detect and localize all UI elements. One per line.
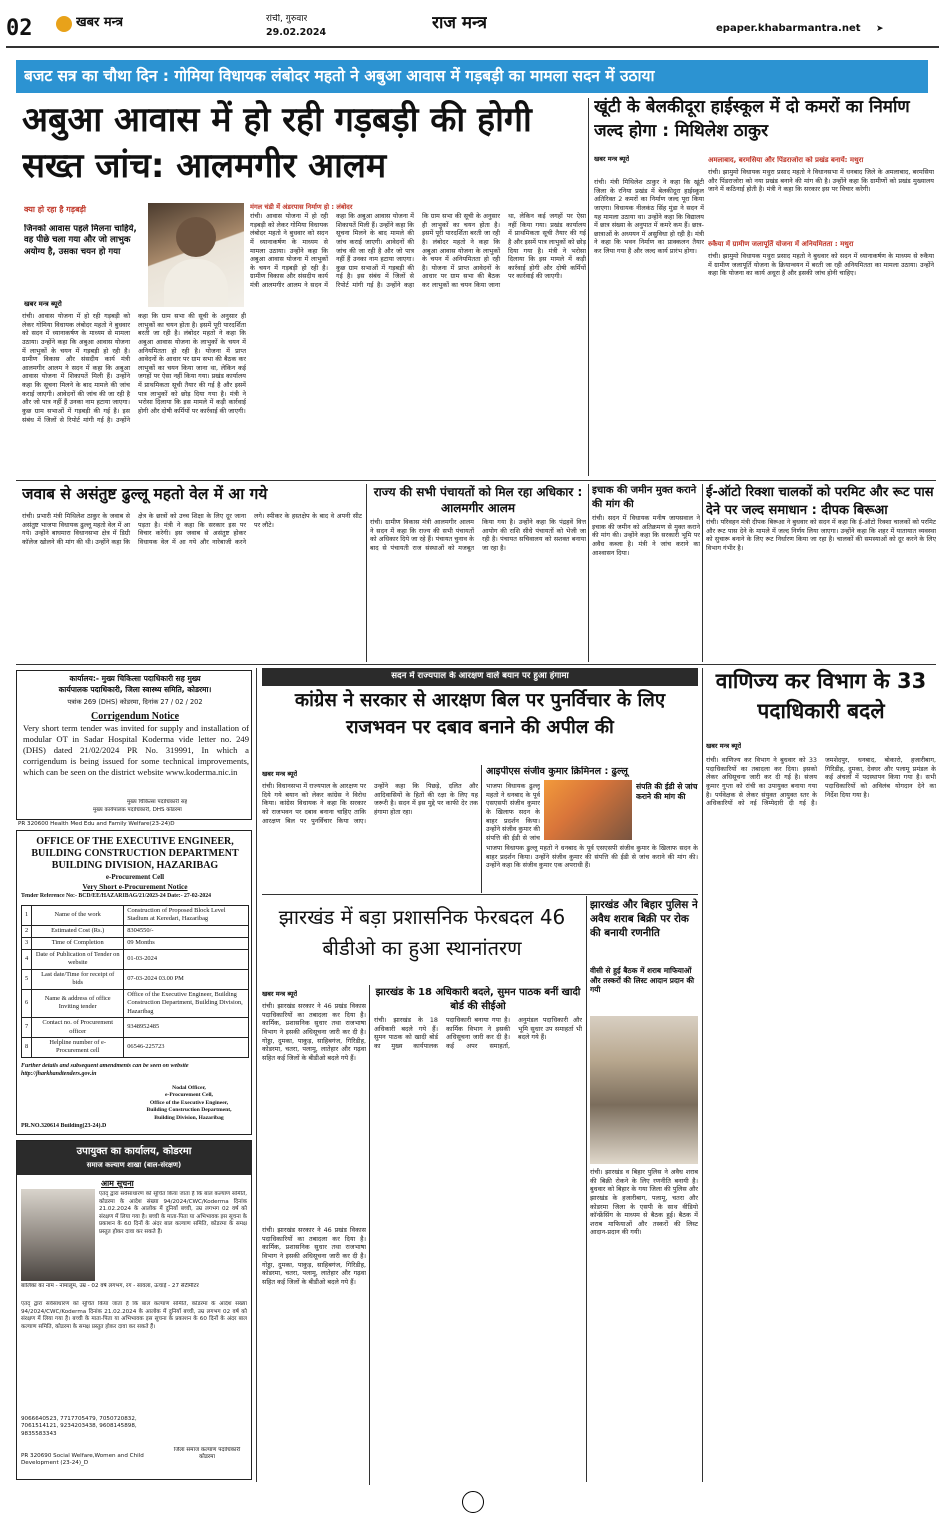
tender-cell: 1 (22, 906, 32, 926)
lead-byline: खबर मन्त्र ब्यूरो (24, 300, 62, 308)
notice3-title: उपायुक्त का कार्यालय, कोडरमा (76, 1146, 192, 1157)
ips-photo-caption: संपति की ईडी से जांच कराने की मांग की (636, 782, 698, 801)
tender-cell: 06546-225723 (124, 1037, 249, 1057)
tender-row (22, 949, 249, 969)
notice1-line1: कार्यालय:- मुख्य चिकित्सा पदाधिकारी सह मुख्य (69, 674, 201, 683)
tender-cell: Last date/Time for receipt of bids (32, 969, 124, 989)
notice1-body: Very short term tender was invited for supply and installation of modular OT in Sadar Hospital Koderma vide letter no. 249 (DHS) dated 21/02/2024 PR No. 319991, In which a corrigendum is being issued for some technical improvements, which can be seen on the district website www.koderma.nic.in (23, 723, 249, 777)
photo-person-icon (176, 217, 216, 257)
notice2-sub2: Very Short e-Procurement Notice (82, 882, 188, 891)
notice3-photo (21, 1189, 95, 1281)
tender-cell: 09 Months (124, 937, 249, 949)
notice2-ref: Tender Reference No:- BCD/EE/HAZARIBAG/21/2023-24 Date:- 27-02-2024 (21, 893, 212, 899)
notice2-sub1: e-Procurement Cell (105, 873, 165, 881)
tender-row (22, 937, 249, 949)
notice2-sign (127, 1085, 251, 1122)
bakuti-sub2-kicker: रुकैया में ग्रामीण जलापूर्ति योजना में अनियमितता : मथुरा (708, 240, 854, 248)
ips-photo (544, 780, 632, 840)
tender-cell: 8 (22, 1037, 32, 1057)
tender-cell: Time of Completion (32, 937, 124, 949)
notice-tender (16, 830, 252, 1135)
tender-cell: 3 (22, 937, 32, 949)
tender-cell: Contact no. of Procurement officer (32, 1018, 124, 1038)
bakuti-headline: खूंटी के बेलकीदूरा हाईस्कूल में दो कमरों का निर्माण जल्द होगा : मिथिलेश ठाकुर (594, 97, 910, 141)
vanijya-body: रांची। वाणिज्य कर विभाग ने बुधवार को 33 पदाधिकारियों का तबादला कर दिया। इसको लेकर अधिसूचना जारी कर दी गई है। संजय कुमार गुप्ता को रांची का उपायुक्त बनाया गया है। पर्यवेक्षक से लेकर संयुक्त आयुक्त स्तर के अधिकारियों को नई जिम्मेदारी दी गई है। जमशेदपुर, धनबाद, बोकारो, हजारीबाग, गिरिडीह, दुमका, देवघर और पलामू प्रमंडल के कई अंचलों में पदस्थापन किया गया है। सभी पदाधिकारियों को अविलंब योगदान देने का निर्देश दिया गया है। (706, 756, 936, 808)
notice3-body: एतद् द्वारा सर्वसाधारण को सूचित किया जाता है कि बाल कल्याण समिति, कोडरमा के आदेश संख्या 94/2024/CWC/Koderma दिनांक 21.02.2024 के आलोक में दुनियाँ बच्ची, उम्र लगभग 02 वर्ष को संरक्षण में लिया गया है। बच्ची के माता-पिता या अभिभावक इस सूचना के प्रकाशन के 60 दिनों के अंदर बाल कल्याण समिति, कोडरमा के समक्ष प्रस्तुत होकर दावा कर सकते हैं। (99, 1191, 247, 1235)
notice3-contacts: 9066640523, 7717705479, 7050720832, 7061514121, 9234203438, 9608145898, 9835583343 (21, 1416, 137, 1437)
bakuti-sub1-body: रांची। झामुमो विधायक मथुरा प्रसाद महतो ने विधानसभा में धनबाद जिले के अमलाबाद, बरमसिया और पिंडराजोरा को नया प्रखंड बनाने की मांग की है। उन्होंने कहा कि ग्रामीणों को प्रखंड मुख्यालय जाने में कठिनाई होती है। मंत्री ने कहा कि सरकार इस पर विचार करेगी। (708, 168, 934, 194)
footer-registration (0, 1484, 945, 1517)
notice-corrigendum (16, 670, 252, 820)
tender-cell: 9348952485 (124, 1018, 249, 1038)
right-col-vrule (702, 668, 703, 1482)
photo-person-body (164, 259, 228, 307)
row2-vrule-3 (702, 484, 703, 662)
tender-row (22, 906, 249, 926)
notice-adoption (16, 1140, 252, 1480)
paper-name: खबर मन्त्र (76, 15, 124, 30)
liquor-vrule (586, 896, 587, 1482)
tender-row (22, 989, 249, 1017)
page-header (0, 0, 945, 62)
notice1-sign1: मुख्य चिकित्सा पदाधिकारी सह (127, 799, 188, 805)
row2-hrule (16, 664, 936, 665)
tender-cell: Name & address of office Inviting tender (32, 989, 124, 1017)
ips-body-left: भाजपा विधायक ढुल्लू महतो ने धनबाद के पूर्व एसएसपी संजीव कुमार के खिलाफ सदन के बाहर प्रदर्शन किया। उन्होंने संजीव कुमार की संपत्ति की ईडी से जांच (486, 782, 540, 842)
daak-body: रांची। सदन में विधायक मनीष जायसवाल ने इचाक की जमीन को अतिक्रमण से मुक्त कराने की मांग की। उन्होंने कहा कि सरकारी भूमि पर अवैध कब्जा है। मंत्री ने जांच कराने का आश्वासन दिया। (592, 514, 700, 557)
tender-cell: 5 (22, 969, 32, 989)
notice2-sign5: Building Division, Hazaribag (154, 1114, 224, 1121)
tender-row (22, 1018, 249, 1038)
dullu-headline: जवाब से असंतुष्ट ढुल्लू महतो वेल में आ गये (22, 485, 268, 503)
bakuti-byline: खबर मन्त्र ब्यूरो (594, 155, 630, 163)
bdo-vrule (369, 985, 370, 1485)
notice2-title1: OFFICE OF THE EXECUTIVE ENGINEER, (36, 836, 234, 847)
tender-cell: 8304550/- (124, 925, 249, 937)
bdo-body: रांची। झारखंड सरकार ने 46 प्रखंड विकास पदाधिकारियों का तबादला कर दिया है। कार्मिक, प्रशासनिक सुधार तथा राजभाषा विभाग ने इसकी अधिसूचना जारी कर दी है। गोड्डा, दुमका, पाकुड़, साहिबगंज, गिरिडीह, कोडरमा, चतरा, पलामू, लातेहार और गढ़वा सहित कई जिलों के बीडीओ बदले गये हैं। (262, 1002, 366, 1062)
tender-row (22, 1037, 249, 1057)
jh18-headline: झारखंड के 18 अधिकारी बदले, सुमन पाठक बनीं खादी बोर्ड की सीईओ (375, 987, 581, 1012)
row2-vrule-2 (588, 484, 589, 662)
liquor-body: रांची। झारखंड व बिहार पुलिस ने अवैध शराब की बिक्री रोकने के लिए रणनीति बनायी है। बुधवार को बिहार के गया जिला की पुलिस और झारखंड के हजारीबाग, पलामू, चतरा और कोडरमा जिला के एसपी के साथ वीडियो कॉन्फ्रेंसिंग के माध्यम से बैठक हुई। बैठक में शराब माफियाओं और तस्करों की लिस्ट आदान-प्रदान की गयी। (590, 1168, 698, 1237)
tender-cell: Name of the work (32, 906, 124, 926)
tender-row (22, 969, 249, 989)
notice1-pr: PR 320600 Health Med Edu and Family Welfare(23-24)D (18, 821, 175, 827)
congress-headline: कांग्रेस ने सरकार से आरक्षण बिल पर पुनर्विचार के लिए राजभवन पर दबाव बनाने की अपील की (294, 690, 666, 738)
notice2-sign1: Nodal Officer, (172, 1085, 206, 1091)
notice2-pr: PR.NO.320614 Building(23-24).D (21, 1123, 107, 1129)
notice2-table (21, 905, 249, 1058)
section-name: राज मन्त्र (432, 13, 487, 33)
lead-pullquote: जिनको आवास पहले मिलना चाहिये, वह पीछे चला गया और जो लाभुक अयोग्य है, उसका चयन हो गया (24, 224, 137, 257)
tender-cell: 7 (22, 1018, 32, 1038)
tender-cell: Construction of Proposed Block Level Stadium at Keredari, Hazaribag (124, 906, 249, 926)
bakuti-sub1-kicker: अमलाबाद, बरमसिया और पिंडराजोरा को प्रखंड बनायें: मथुरा (708, 156, 864, 164)
notice3-sub: समाज कल्याण शाखा (बाल-संरक्षण) (86, 1161, 182, 1169)
tender-cell: 2 (22, 925, 32, 937)
congress-vrule (481, 765, 482, 893)
notice2-sign4: Building Construction Department, (146, 1107, 232, 1114)
page-number: 02 (6, 16, 33, 41)
notice1-ref: पत्रांक 269 (DHS) कोडरमा, दिनांक 27 / 02 / 202 (67, 698, 203, 706)
vanijya-byline: खबर मन्त्र ब्यूरो (706, 742, 742, 750)
left-col-vrule (256, 668, 257, 1482)
congress-body: रांची। विधानसभा में राज्यपाल के आरक्षण पर दिये गये बयान को लेकर कांग्रेस ने विरोध किया। कांग्रेस विधायक ने कहा कि सरकार को राजभवन पर दबाव बनाना चाहिए ताकि आरक्षण बिल पर पुनर्विचार किया जाए। उन्होंने कहा कि पिछड़े, दलित और आदिवासियों के हितों की रक्षा के लिए यह जरूरी है। सदन में इस मुद्दे पर काफी देर तक हंगामा होता रहा। (262, 782, 478, 825)
tender-cell: Date of Publication of Tender on website (32, 949, 124, 969)
notice1-sign2: मुख्य कार्यपालक पदाधिकारी, DHS कोडरमा (93, 807, 182, 813)
notice3-footer: बालिका का नाम - नामालूम, उम्र - 02 वर्ष लगभग, रंग - सांवला, ऊंचाई - 27 सेंटीमीटर (21, 1283, 199, 1289)
tender-cell: Estimated Cost (Rs.) (32, 925, 124, 937)
lead-kicker: क्या हो रहा है गड़बड़ी (24, 205, 86, 214)
tender-cell: 6 (22, 989, 32, 1017)
banner-text: बजट सत्र का चौथा दिन : गोमिया विधायक लंबोदर महतो ने अबुआ आवास में गड़बड़ी का मामला सदन में उठाया (24, 67, 655, 85)
notice3-kicker: आम सूचना (101, 1179, 134, 1188)
ips-headline: आइपीएस संजीव कुमार क्रिमिनल : ढुल्लू (486, 766, 628, 777)
banner-strip (16, 60, 928, 93)
ips-body: भाजपा विधायक ढुल्लू महतो ने धनबाद के पूर्व एसएसपी संजीव कुमार के खिलाफ सदन के बाहर प्रदर्शन किया। उन्होंने संजीव कुमार की संपत्ति की ईडी से जांच कराने की मांग की। उन्होंने कहा कि संजीव कुमार एक अपराधी हैं। (486, 844, 698, 870)
kicker-bar-text: सदन में राज्यपाल के आरक्षण वाले बयान पर हुआ हंगामा (391, 671, 569, 681)
lead-body-left: रांची। आवास योजना में हो रही गड़बड़ी को लेकर गोमिया विधायक लंबोदर महतो ने बुधवार को सदन में ध्यानाकर्षण के माध्यम से मामला उठाया। उन्होंने कहा कि अबुआ आवास योजना में लाभुकों के चयन में गड़बड़ी हो रही है। ग्रामीण विकास और संसदीय कार्य मंत्री आलमगीर आलम ने सदन में कहा कि अबुआ आवास योजना में शिकायतें मिली हैं। उन्होंने कहा कि सूचना मिलने के बाद मामले की जांच कराई जाएगी। आवेदनों की जांच की जा रही है और जो पात्र नहीं हैं उनका नाम हटाया जाएगा। कुछ ग्राम सभाओं में गड़बड़ी की गई है। इस संबंध में जिलों से रिपोर्ट मांगी गई है। उन्होंने कहा कि ग्राम सभा की सूची के अनुसार ही लाभुकों का चयन होता है। इसमें पूरी पारदर्शिता बरती जा रही है। लंबोदर महतो ने कहा कि अबुआ आवास योजना के लाभुकों के चयन में अनियमितता हो रही है। योजना में प्राप्त आवेदनों के आधार पर ग्राम सभा की बैठक कर लाभुकों का चयन किया जाना था, लेकिन कई जगहों पर ऐसा नहीं किया गया। प्रखंड कार्यालय में प्राथमिकता सूची तैयार की गई है और इसमें पात्र लाभुकों को छोड़ दिया गया है। मंत्री ने भरोसा दिलाया कि इस मामले में कड़ी कार्रवाई होगी और दोषी कर्मियों पर कार्रवाई की जाएगी। (22, 312, 246, 424)
congress-byline: खबर मन्त्र ब्यूरो (262, 770, 298, 778)
panchayat-headline: राज्य की सभी पंचायतों को मिल रहा अधिकार : आलमगीर आलम (373, 485, 583, 516)
tender-row (22, 925, 249, 937)
website-url[interactable]: epaper.khabarmantra.net (716, 23, 861, 34)
notice2-title3: BUILDING DIVISION, HAZARIBAG (51, 860, 219, 871)
tender-cell: 01-03-2024 (124, 949, 249, 969)
notice3-pr: PR 320690 Social Welfare,Women and Child Development (23-24)_D (21, 1453, 144, 1467)
notice2-sign2: e-Procurement Cell, (165, 1092, 213, 1099)
notice3-sign: जिला समाज कल्याण पदाधिकारी कोडरमा (173, 1447, 241, 1461)
liquor-headline: झारखंड और बिहार पुलिस ने अवैध शराब बिक्री पर रोक की बनायी रणनीति (590, 899, 698, 940)
lead-body-right: रांची। आवास योजना में हो रही गड़बड़ी को लेकर गोमिया विधायक लंबोदर महतो ने बुधवार को सदन में ध्यानाकर्षण के माध्यम से मामला उठाया। उन्होंने कहा कि अबुआ आवास योजना में लाभुकों के चयन में गड़बड़ी हो रही है। ग्रामीण विकास और संसदीय कार्य मंत्री आलमगीर आलम ने सदन में कहा कि अबुआ आवास योजना में शिकायतें मिली हैं। उन्होंने कहा कि सूचना मिलने के बाद मामले की जांच कराई जाएगी। आवेदनों की जांच की जा रही है और जो पात्र नहीं हैं उनका नाम हटाया जाएगा। कुछ ग्राम सभाओं में गड़बड़ी की गई है। इस संबंध में जिलों से रिपोर्ट मांगी गई है। उन्होंने कहा कि ग्राम सभा की सूची के अनुसार ही लाभुकों का चयन होता है। इसमें पूरी पारदर्शिता बरती जा रही है। लंबोदर महतो ने कहा कि अबुआ आवास योजना के लाभुकों के चयन में अनियमितता हो रही है। योजना में प्राप्त आवेदनों के आधार पर ग्राम सभा की बैठक कर लाभुकों का चयन किया जाना था, लेकिन कई जगहों पर ऐसा नहीं किया गया। प्रखंड कार्यालय में प्राथमिकता सूची तैयार की गई है और इसमें पात्र लाभुकों को छोड़ दिया गया है। मंत्री ने भरोसा दिलाया कि इस मामले में कड़ी कार्रवाई होगी और दोषी कर्मियों पर कार्रवाई की जाएगी। (250, 212, 586, 290)
center-hrule-1 (262, 894, 698, 895)
bdo-headline: झारखंड में बड़ा प्रशासनिक फेरबदल 46 बीडीओ का हुआ स्थानांतरण (278, 905, 566, 960)
lead-headline: अबुआ आवास में हो रही गड़बड़ी की होगी सख्त जांच: आलमगीर आलम (22, 100, 532, 186)
dateline-city: रांची, गुरुवार (266, 14, 308, 24)
liquor-photo (590, 1016, 698, 1164)
tender-cell: Office of the Executive Engineer, Building Construction Department, Building Division, Hazaribag (124, 989, 249, 1017)
tender-cell: 07-03-2024 03.00 PM (124, 969, 249, 989)
tender-cell: Helpline number of e-Procurement cell (32, 1037, 124, 1057)
notice1-title: Corrigendum Notice (90, 711, 180, 722)
bdo-body-cont: रांची। झारखंड सरकार ने 46 प्रखंड विकास पदाधिकारियों का तबादला कर दिया है। कार्मिक, प्रशासनिक सुधार तथा राजभाषा विभाग ने इसकी अधिसूचना जारी कर दी है। गोड्डा, दुमका, पाकुड़, साहिबगंज, गिरिडीह, कोडरमा, चतरा, पलामू, लातेहार और गढ़वा सहित कई जिलों के बीडीओ बदले गये हैं। (262, 1226, 366, 1286)
row1-hrule (16, 480, 936, 481)
registration-mark-icon (462, 1491, 484, 1513)
bakuti-body: रांची। मंत्री मिथिलेश ठाकुर ने कहा कि खूंटी जिला के रनिया प्रखंड में बेलकीदूरा हाईस्कूल अतिरिक्त 2 कमरों का निर्माण जल्द पूरा किया जाएगा। विधायक नीलकंठ सिंह मुंडा ने सदन में यह मामला उठाया था। उन्होंने कहा कि विद्यालय में छात्र संख्या के अनुपात में कमरे कम हैं। छात्र-छात्राओं के अध्ययन में असुविधा हो रही है। मंत्री ने कहा कि भवन निर्माण का प्राक्कलन तैयार कर लिया गया है और जल्द कार्य प्रारंभ होगा। (594, 178, 704, 256)
bdo-byline: खबर मन्त्र ब्यूरो (262, 990, 298, 998)
cursor-icon: ➤ (876, 24, 884, 34)
row2-vrule-1 (366, 484, 367, 662)
header-rule (6, 46, 939, 48)
bakuti-sub2-body: रांची। झामुमो विधायक मथुरा प्रसाद महतो ने बुधवार को सदन में ध्यानाकर्षण के माध्यम से रुकैया में ग्रामीण जलापूर्ति योजना के क्रियान्वयन में बरती जा रही अनियमितता का मामला उठाया। उन्होंने कहा कि योजना का कार्य अधूरा है और इसकी जांच होनी चाहिए। (708, 252, 934, 278)
lead-inset-kicker: मंगल चंडी में अंडरपास निर्माण हो : लंबोदर (250, 203, 353, 211)
notice2-sign3: Office of the Executive Engineer, (149, 1099, 229, 1106)
notice3-body-cont: एतद् द्वारा सर्वसाधारण को सूचित किया जाता है कि बाल कल्याण समिति, कोडरमा के आदेश संख्या 94/2024/CWC/Koderma दिनांक 21.02.2024 के आलोक में दुनियाँ बच्ची, उम्र लगभग 02 वर्ष को संरक्षण में लिया गया है। बच्ची के माता-पिता या अभिभावक इस सूचना के प्रकाशन के 60 दिनों के अंदर बाल कल्याण समिति, कोडरमा के समक्ष प्रस्तुत होकर दावा कर सकते हैं। (21, 1301, 247, 1330)
jh18-body: रांची। झारखंड के 18 अधिकारी बदले गये हैं। सुमन पाठक को खादी बोर्ड का मुख्य कार्यपालक पदाधिकारी बनाया गया है। कार्मिक विभाग ने इसकी अधिसूचना जारी कर दी है। कई अपर समाहर्ता, अनुमंडल पदाधिकारी और भूमि सुधार उप समाहर्ता भी बदले गये हैं। (374, 1016, 582, 1050)
dullu-body: रांची। प्रभारी मंत्री मिथिलेश ठाकुर के जवाब से असंतुष्ट भाजपा विधायक ढुल्लू महतो वेल में आ गये। उन्होंने बाघमारा विधानसभा क्षेत्र में डिग्री कॉलेज खोलने की मांग की थी। उन्होंने कहा कि क्षेत्र के छात्रों को उच्च शिक्षा के लिए दूर जाना पड़ता है। मंत्री ने कहा कि सरकार इस पर विचार करेगी। इस जवाब से असंतुष्ट होकर विधायक वेल में आ गये और नारेबाजी करने लगे। स्पीकर के हस्तक्षेप के बाद वे अपनी सीट पर लौटे। (22, 512, 362, 546)
eauto-body: रांची। परिवहन मंत्री दीपक बिरूआ ने बुधवार को सदन में कहा कि ई-ऑटो रिक्शा चालकों को परमिट और रूट पास देने के मामले में जल्द निर्णय लिया जाएगा। उन्होंने कहा कि शहर में यातायात व्यवस्था को सुचारू बनाने के लिए रूट निर्धारण किया जा रहा है। चालकों की समस्याओं को दूर करने के लिए विभाग गंभीर है। (706, 518, 936, 552)
panchayat-body: रांची। ग्रामीण विकास मंत्री आलमगीर आलम ने सदन में कहा कि राज्य की सभी पंचायतों को अधिकार दिये जा रहे हैं। पंचायत चुनाव के बाद से पंचायती राज संस्थाओं को मजबूत किया गया है। उन्होंने कहा कि पंद्रहवें वित्त आयोग की राशि सीधे पंचायतों को भेजी जा रही है। पंचायत सचिवालय को सशक्त बनाया जा रहा है। (370, 518, 586, 552)
eauto-headline: ई-ऑटो रिक्शा चालकों को परमिट और रूट पास देने पर जल्द समाधान : दीपक बिरूआ (706, 485, 934, 518)
liquor-photo-caption: वीसी से हुई बैठक में शराब माफियाओं और तस्करों की लिस्ट आदान प्रदान की गयी (590, 966, 695, 995)
notice1-line2: कार्यपालक पदाधिकारी, जिला स्वास्थ्य समिति, कोडरमा। (58, 685, 212, 694)
notice2-title2: BUILDING CONSTRUCTION DEPARTMENT (31, 848, 239, 859)
lead-photo (148, 203, 244, 307)
daak-headline: इचाक की जमीन मुक्त कराने की मांग की (592, 485, 697, 510)
tender-cell: 4 (22, 949, 32, 969)
notice2-table-wrap (21, 905, 249, 1058)
dateline-date: 29.02.2024 (266, 27, 327, 38)
kicker-bar (262, 668, 698, 686)
paper-logo-icon (56, 16, 72, 32)
vanijya-headline: वाणिज्य कर विभाग के 33 पदाधिकारी बदले (715, 669, 927, 724)
lead-vrule (588, 98, 589, 476)
notice2-footer: Further details and subsequent amendments can be seen on website http://jharkhandtenders.gov.in (21, 1063, 189, 1077)
